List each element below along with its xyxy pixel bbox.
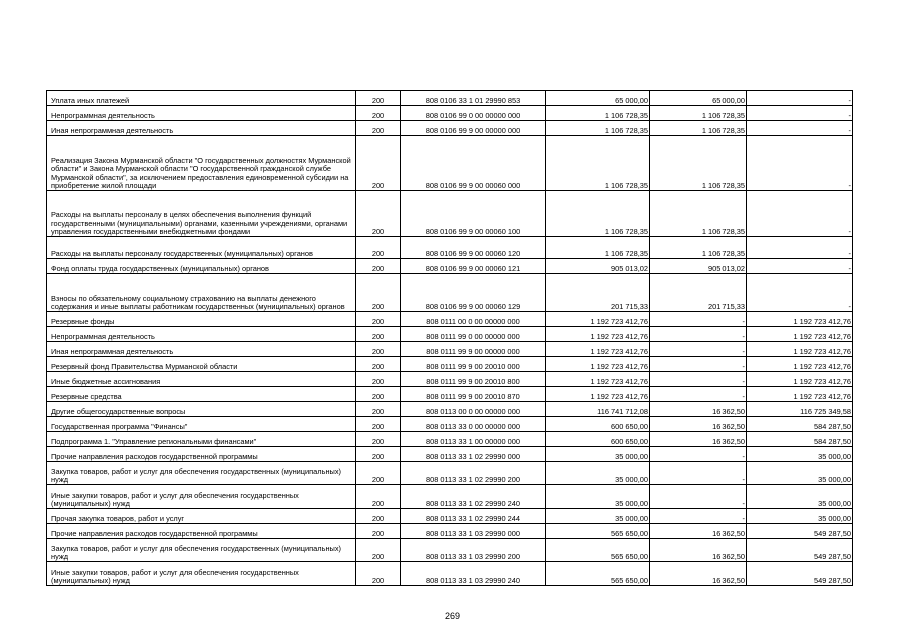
- cell-name: Прочие направления расходов государственной программы: [47, 524, 356, 539]
- cell-classification: 808 0106 99 0 00 00000 000: [401, 106, 546, 121]
- cell-approved: 116 741 712,08: [546, 402, 650, 417]
- cell-executed: -: [650, 327, 747, 342]
- table-row: [47, 485, 853, 509]
- cell-approved: 201 715,33: [546, 274, 650, 312]
- cell-unexecuted: 1 192 723 412,76: [747, 357, 853, 372]
- table-row: [47, 432, 853, 447]
- cell-name: Резервные средства: [47, 387, 356, 402]
- cell-unexecuted: 35 000,00: [747, 462, 853, 485]
- cell-approved: 600 650,00: [546, 417, 650, 432]
- cell-unexecuted: 549 287,50: [747, 524, 853, 539]
- table-row: [47, 136, 853, 191]
- cell-approved: 1 192 723 412,76: [546, 372, 650, 387]
- cell-executed: 16 362,50: [650, 402, 747, 417]
- cell-name: Закупка товаров, работ и услуг для обеспечения государственных (муниципальных) нужд: [47, 462, 356, 485]
- cell-executed: 1 106 728,35: [650, 106, 747, 121]
- cell-classification: 808 0113 33 1 02 29990 240: [401, 485, 546, 509]
- cell-approved: 35 000,00: [546, 509, 650, 524]
- cell-approved: 1 106 728,35: [546, 191, 650, 237]
- cell-unexecuted: 116 725 349,58: [747, 402, 853, 417]
- cell-code: 200: [356, 462, 401, 485]
- cell-name: Закупка товаров, работ и услуг для обеспечения государственных (муниципальных) нужд: [47, 539, 356, 562]
- cell-approved: 1 106 728,35: [546, 121, 650, 136]
- cell-executed: -: [650, 342, 747, 357]
- cell-name: Уплата иных платежей: [47, 91, 356, 106]
- cell-unexecuted: 1 192 723 412,76: [747, 327, 853, 342]
- cell-approved: 1 192 723 412,76: [546, 327, 650, 342]
- cell-executed: 201 715,33: [650, 274, 747, 312]
- cell-executed: 65 000,00: [650, 91, 747, 106]
- cell-code: 200: [356, 485, 401, 509]
- cell-classification: 808 0113 33 1 03 29990 200: [401, 539, 546, 562]
- table-row: [47, 562, 853, 586]
- cell-name: Резервные фонды: [47, 312, 356, 327]
- cell-unexecuted: -: [747, 274, 853, 312]
- cell-name: Взносы по обязательному социальному страхованию на выплаты денежного содержания и иные выплаты работникам государственных (муниципальных) органов: [47, 274, 356, 312]
- cell-classification: 808 0111 99 9 00 20010 800: [401, 372, 546, 387]
- cell-executed: -: [650, 462, 747, 485]
- cell-approved: 600 650,00: [546, 432, 650, 447]
- cell-approved: 565 650,00: [546, 524, 650, 539]
- cell-unexecuted: -: [747, 106, 853, 121]
- table-row: [47, 417, 853, 432]
- cell-executed: -: [650, 387, 747, 402]
- table-row: [47, 237, 853, 259]
- cell-approved: 565 650,00: [546, 562, 650, 586]
- cell-unexecuted: 1 192 723 412,76: [747, 342, 853, 357]
- cell-classification: 808 0113 33 1 02 29990 000: [401, 447, 546, 462]
- cell-classification: 808 0106 33 1 01 29990 853: [401, 91, 546, 106]
- cell-name: Расходы на выплаты персоналу в целях обеспечения выполнения функций государственными (муниципальными) органами, казенными учреждениями, органами управления государственными внебюджетными фондами: [47, 191, 356, 237]
- cell-executed: -: [650, 447, 747, 462]
- cell-executed: 1 106 728,35: [650, 191, 747, 237]
- cell-unexecuted: -: [747, 136, 853, 191]
- cell-code: 200: [356, 372, 401, 387]
- cell-executed: 1 106 728,35: [650, 121, 747, 136]
- cell-unexecuted: -: [747, 91, 853, 106]
- cell-unexecuted: 1 192 723 412,76: [747, 312, 853, 327]
- cell-executed: 16 362,50: [650, 432, 747, 447]
- cell-classification: 808 0106 99 9 00 00060 000: [401, 136, 546, 191]
- cell-classification: 808 0113 33 0 00 00000 000: [401, 417, 546, 432]
- cell-unexecuted: -: [747, 191, 853, 237]
- table-row: [47, 312, 853, 327]
- cell-unexecuted: 1 192 723 412,76: [747, 387, 853, 402]
- cell-classification: 808 0113 33 1 02 29990 200: [401, 462, 546, 485]
- table-row: [47, 524, 853, 539]
- cell-code: 200: [356, 432, 401, 447]
- cell-code: 200: [356, 259, 401, 274]
- cell-classification: 808 0106 99 9 00 00000 000: [401, 121, 546, 136]
- table-row: [47, 539, 853, 562]
- cell-code: 200: [356, 342, 401, 357]
- table-row: [47, 509, 853, 524]
- table-row: [47, 106, 853, 121]
- cell-executed: -: [650, 485, 747, 509]
- cell-executed: -: [650, 509, 747, 524]
- cell-code: 200: [356, 312, 401, 327]
- cell-executed: 16 362,50: [650, 562, 747, 586]
- cell-executed: 16 362,50: [650, 524, 747, 539]
- cell-name: Прочая закупка товаров, работ и услуг: [47, 509, 356, 524]
- cell-classification: 808 0113 33 1 00 00000 000: [401, 432, 546, 447]
- cell-code: 200: [356, 447, 401, 462]
- cell-classification: 808 0106 99 9 00 00060 120: [401, 237, 546, 259]
- cell-name: Другие общегосударственные вопросы: [47, 402, 356, 417]
- cell-executed: -: [650, 357, 747, 372]
- cell-name: Подпрограмма 1. "Управление региональными финансами": [47, 432, 356, 447]
- table-row: [47, 462, 853, 485]
- table-row: [47, 357, 853, 372]
- table-row: [47, 327, 853, 342]
- cell-name: Фонд оплаты труда государственных (муниципальных) органов: [47, 259, 356, 274]
- cell-approved: 565 650,00: [546, 539, 650, 562]
- cell-classification: 808 0111 99 0 00 00000 000: [401, 327, 546, 342]
- cell-approved: 905 013,02: [546, 259, 650, 274]
- cell-code: 200: [356, 327, 401, 342]
- cell-executed: -: [650, 372, 747, 387]
- cell-name: Непрограммная деятельность: [47, 106, 356, 121]
- cell-code: 200: [356, 191, 401, 237]
- cell-classification: 808 0111 99 9 00 20010 000: [401, 357, 546, 372]
- cell-name: Иная непрограммная деятельность: [47, 342, 356, 357]
- cell-code: 200: [356, 539, 401, 562]
- budget-table-sheet: [46, 90, 852, 586]
- table-row: [47, 259, 853, 274]
- page-number: 269: [444, 611, 461, 621]
- cell-executed: 1 106 728,35: [650, 136, 747, 191]
- cell-unexecuted: 584 287,50: [747, 432, 853, 447]
- cell-executed: 16 362,50: [650, 539, 747, 562]
- table-row: [47, 121, 853, 136]
- cell-classification: 808 0113 33 1 03 29990 000: [401, 524, 546, 539]
- cell-approved: 35 000,00: [546, 447, 650, 462]
- cell-unexecuted: -: [747, 237, 853, 259]
- budget-execution-table: [46, 90, 853, 586]
- cell-classification: 808 0111 00 0 00 00000 000: [401, 312, 546, 327]
- cell-code: 200: [356, 387, 401, 402]
- cell-code: 200: [356, 106, 401, 121]
- cell-unexecuted: 35 000,00: [747, 509, 853, 524]
- cell-classification: 808 0106 99 9 00 00060 100: [401, 191, 546, 237]
- cell-code: 200: [356, 562, 401, 586]
- table-body: [47, 91, 853, 586]
- cell-code: 200: [356, 237, 401, 259]
- cell-unexecuted: -: [747, 121, 853, 136]
- cell-classification: 808 0111 99 9 00 00000 000: [401, 342, 546, 357]
- table-row: [47, 402, 853, 417]
- cell-name: Иные бюджетные ассигнования: [47, 372, 356, 387]
- cell-approved: 1 192 723 412,76: [546, 312, 650, 327]
- cell-approved: 1 106 728,35: [546, 136, 650, 191]
- cell-unexecuted: 35 000,00: [747, 485, 853, 509]
- cell-approved: 35 000,00: [546, 485, 650, 509]
- cell-code: 200: [356, 357, 401, 372]
- cell-approved: 1 192 723 412,76: [546, 357, 650, 372]
- cell-code: 200: [356, 524, 401, 539]
- cell-unexecuted: 549 287,50: [747, 562, 853, 586]
- cell-code: 200: [356, 274, 401, 312]
- cell-code: 200: [356, 121, 401, 136]
- cell-name: Прочие направления расходов государственной программы: [47, 447, 356, 462]
- cell-approved: 1 106 728,35: [546, 106, 650, 121]
- cell-approved: 1 192 723 412,76: [546, 387, 650, 402]
- table-row: [47, 342, 853, 357]
- cell-code: 200: [356, 136, 401, 191]
- cell-executed: 905 013,02: [650, 259, 747, 274]
- table-row: [47, 274, 853, 312]
- table-row: [47, 372, 853, 387]
- cell-unexecuted: 35 000,00: [747, 447, 853, 462]
- cell-name: Государственная программа "Финансы": [47, 417, 356, 432]
- cell-classification: 808 0106 99 9 00 00060 121: [401, 259, 546, 274]
- cell-classification: 808 0113 00 0 00 00000 000: [401, 402, 546, 417]
- cell-unexecuted: 1 192 723 412,76: [747, 372, 853, 387]
- cell-executed: 16 362,50: [650, 417, 747, 432]
- cell-unexecuted: 584 287,50: [747, 417, 853, 432]
- cell-executed: -: [650, 312, 747, 327]
- cell-name: Иные закупки товаров, работ и услуг для обеспечения государственных (муниципальных) нужд: [47, 562, 356, 586]
- cell-classification: 808 0113 33 1 03 29990 240: [401, 562, 546, 586]
- table-row: [47, 387, 853, 402]
- cell-name: Иные закупки товаров, работ и услуг для обеспечения государственных (муниципальных) нужд: [47, 485, 356, 509]
- cell-name: Расходы на выплаты персоналу государственных (муниципальных) органов: [47, 237, 356, 259]
- cell-classification: 808 0113 33 1 02 29990 244: [401, 509, 546, 524]
- cell-code: 200: [356, 91, 401, 106]
- cell-code: 200: [356, 402, 401, 417]
- cell-unexecuted: -: [747, 259, 853, 274]
- table-row: [47, 191, 853, 237]
- cell-classification: 808 0106 99 9 00 00060 129: [401, 274, 546, 312]
- cell-approved: 1 192 723 412,76: [546, 342, 650, 357]
- cell-approved: 65 000,00: [546, 91, 650, 106]
- table-row: [47, 447, 853, 462]
- cell-approved: 1 106 728,35: [546, 237, 650, 259]
- cell-classification: 808 0111 99 9 00 20010 870: [401, 387, 546, 402]
- cell-executed: 1 106 728,35: [650, 237, 747, 259]
- cell-unexecuted: 549 287,50: [747, 539, 853, 562]
- cell-name: Реализация Закона Мурманской области "О государственных должностях Мурманской области" и Закона Мурманской области "О государственной гражданской службе Мурманской области", за исключением предоставления единовременной субсидии на приобретение жилой площади: [47, 136, 356, 191]
- cell-name: Иная непрограммная деятельность: [47, 121, 356, 136]
- cell-code: 200: [356, 417, 401, 432]
- table-row: [47, 91, 853, 106]
- cell-name: Резервный фонд Правительства Мурманской области: [47, 357, 356, 372]
- cell-code: 200: [356, 509, 401, 524]
- cell-approved: 35 000,00: [546, 462, 650, 485]
- cell-name: Непрограммная деятельность: [47, 327, 356, 342]
